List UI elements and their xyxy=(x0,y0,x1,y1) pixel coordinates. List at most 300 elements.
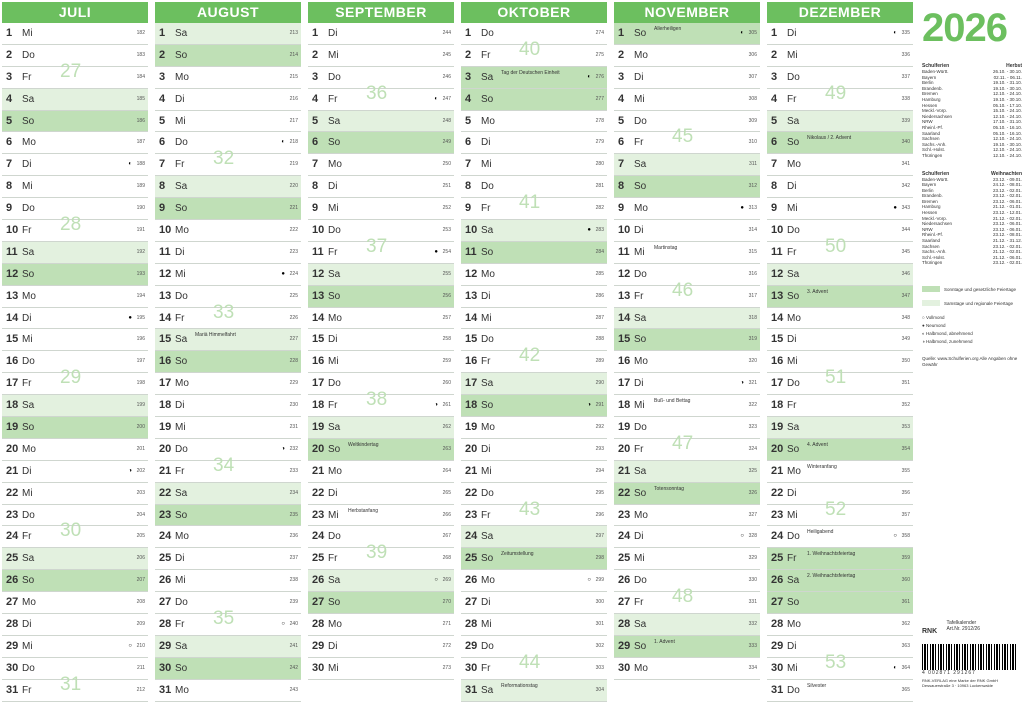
weekday: Fr xyxy=(787,93,797,105)
state-name: Sachsen xyxy=(922,136,940,142)
day-number: 25 xyxy=(465,552,478,565)
weekday: Mi xyxy=(328,203,339,215)
moon-phase-icon: ○ xyxy=(740,533,744,540)
day-of-year: 293 xyxy=(595,445,604,452)
day-number: 27 xyxy=(312,596,325,609)
day-of-year: 216 xyxy=(289,95,298,102)
day-number: 29 xyxy=(618,639,631,652)
day-row xyxy=(155,417,301,439)
day-of-year: 296 xyxy=(595,511,604,518)
day-of-year: 192 xyxy=(136,248,145,255)
day-number: 21 xyxy=(618,464,631,477)
weekday: Do xyxy=(481,487,494,499)
day-row xyxy=(461,526,607,548)
holiday-dates: 17.10. - 31.10. xyxy=(992,119,1022,125)
weekday: Sa xyxy=(175,487,188,499)
day-row xyxy=(461,345,607,373)
weekday: Do xyxy=(175,290,188,302)
day-number: 9 xyxy=(159,202,166,215)
holiday-note: Herbstanfang xyxy=(348,507,379,514)
day-of-year: 284 xyxy=(595,248,604,255)
day-number: 16 xyxy=(159,355,172,368)
weekday: Mi xyxy=(175,268,186,280)
day-number: 8 xyxy=(465,180,472,193)
day-number: 14 xyxy=(465,311,478,324)
day-number: 11 xyxy=(771,245,783,258)
weekday: Sa xyxy=(634,159,647,171)
day-row xyxy=(614,67,760,89)
day-row xyxy=(614,176,760,198)
day-of-year: 203 xyxy=(136,489,145,496)
day-of-year: 214 xyxy=(289,51,298,58)
weekday: Sa xyxy=(328,115,341,127)
holiday-row xyxy=(922,153,1022,159)
day-of-year: 215 xyxy=(289,73,298,80)
day-of-year: 316 xyxy=(748,270,757,277)
day-of-year: 335 xyxy=(901,30,910,36)
day-of-year: 337 xyxy=(901,73,910,80)
month-oktober xyxy=(461,2,607,700)
moon-phase-icon: ○ xyxy=(587,577,591,584)
holiday-note: Allerheiligen xyxy=(654,26,682,32)
day-of-year: 224 xyxy=(289,270,298,277)
weekday: Sa xyxy=(481,225,494,237)
day-of-year: 310 xyxy=(748,139,757,146)
day-row xyxy=(2,176,148,198)
day-of-year: 358 xyxy=(901,533,910,540)
day-row xyxy=(461,395,607,417)
day-of-year: 314 xyxy=(748,227,757,234)
moon-full: ○ Vollmond xyxy=(922,315,945,320)
day-row xyxy=(155,526,301,548)
weekday: Sa xyxy=(481,684,494,696)
day-of-year: 238 xyxy=(289,577,298,584)
weekday: Mo xyxy=(328,159,342,171)
day-of-year: 270 xyxy=(442,599,451,606)
weekday: Di xyxy=(22,159,32,171)
day-row xyxy=(2,329,148,351)
week-number: 34 xyxy=(213,454,235,476)
moon-phase-icon: ◑ xyxy=(587,402,591,409)
weekday: Do xyxy=(328,378,341,390)
day-of-year: 197 xyxy=(136,358,145,365)
day-of-year: 228 xyxy=(289,358,298,365)
day-row xyxy=(155,592,301,614)
weekday: So xyxy=(481,93,494,105)
day-of-year: 297 xyxy=(595,533,604,540)
weekday: Do xyxy=(175,137,188,149)
holiday-note: Nikolaus / 2. Advent xyxy=(807,135,852,142)
day-row xyxy=(614,505,760,527)
holiday-dates: 12.10. - 24.10. xyxy=(992,136,1022,142)
day-row xyxy=(155,67,301,89)
day-number: 5 xyxy=(771,114,778,127)
day-row xyxy=(461,89,607,111)
day-of-year: 188 xyxy=(136,161,145,168)
holiday-dates: 26.10. - 30.10. xyxy=(992,69,1022,74)
weekday: Do xyxy=(787,684,800,696)
day-number: 5 xyxy=(618,114,625,127)
day-number: 6 xyxy=(159,136,166,149)
weekday: Fr xyxy=(175,159,185,171)
swatch-sunday xyxy=(922,286,940,292)
weekday: Fr xyxy=(175,619,185,631)
day-of-year: 348 xyxy=(901,314,910,321)
day-row xyxy=(767,636,913,658)
day-number: 13 xyxy=(771,289,784,302)
week-number: 29 xyxy=(60,367,82,389)
state-name: Brandenb. xyxy=(922,85,943,91)
day-of-year: 222 xyxy=(289,227,298,234)
week-number: 27 xyxy=(60,60,82,82)
day-of-year: 198 xyxy=(136,380,145,387)
day-of-year: 353 xyxy=(901,424,910,431)
day-of-year: 357 xyxy=(901,511,910,518)
weekday: So xyxy=(634,640,647,652)
day-number: 19 xyxy=(159,421,172,434)
day-row xyxy=(614,432,760,461)
day-of-year: 349 xyxy=(901,336,910,343)
day-number: 10 xyxy=(159,224,172,237)
day-row xyxy=(767,461,913,483)
holiday-note: 1. Weihnachtsfeiertag xyxy=(807,551,856,558)
day-of-year: 325 xyxy=(748,467,757,474)
weekday: Do xyxy=(787,378,800,390)
day-of-year: 260 xyxy=(442,380,451,387)
day-number: 2 xyxy=(771,48,778,61)
day-of-year: 340 xyxy=(901,139,910,146)
day-of-year: 287 xyxy=(595,314,604,321)
weekday: Mo xyxy=(328,465,342,477)
day-row xyxy=(2,132,148,154)
month-juli xyxy=(2,2,148,700)
day-number: 12 xyxy=(618,267,631,280)
holiday-note: 2. Weihnachtsfeiertag xyxy=(807,573,856,580)
day-row xyxy=(461,111,607,133)
day-row xyxy=(308,526,454,548)
weekday: Mo xyxy=(787,465,801,477)
weekday: Di xyxy=(328,28,338,39)
day-of-year: 324 xyxy=(748,445,757,452)
weekday: Mi xyxy=(634,246,645,258)
day-row xyxy=(614,658,760,680)
week-number: 35 xyxy=(213,608,235,630)
weekday: Di xyxy=(634,531,644,543)
day-number: 5 xyxy=(159,114,166,127)
day-number: 6 xyxy=(312,136,319,149)
weekday: Mo xyxy=(328,619,342,631)
day-of-year: 256 xyxy=(442,292,451,299)
weekday: Mo xyxy=(481,422,495,434)
weekday: Sa xyxy=(175,181,188,193)
day-number: 20 xyxy=(312,442,325,455)
day-of-year: 205 xyxy=(136,533,145,540)
day-number: 7 xyxy=(465,158,472,171)
weekday: Do xyxy=(175,597,188,609)
day-row xyxy=(767,329,913,351)
holiday-dates: 15.10. - 24.10. xyxy=(992,108,1022,114)
day-row xyxy=(2,286,148,308)
holiday-dates: 12.10. - 24.10. xyxy=(992,147,1022,153)
day-row xyxy=(614,329,760,351)
day-number: 24 xyxy=(6,530,19,543)
weekday: Mi xyxy=(22,487,33,499)
weekday: So xyxy=(175,662,188,674)
day-of-year: 202 xyxy=(136,467,145,474)
day-number: 18 xyxy=(312,399,325,412)
weekday: Di xyxy=(328,334,338,346)
moon-phase-icon: ○ xyxy=(893,533,897,540)
product-info xyxy=(946,620,980,632)
day-number: 6 xyxy=(771,136,778,149)
day-number: 31 xyxy=(159,683,172,696)
day-number: 9 xyxy=(312,202,319,215)
state-name: Saarland xyxy=(922,130,941,136)
weekday: Sa xyxy=(634,619,647,631)
day-row xyxy=(308,461,454,483)
weekday: Mo xyxy=(22,597,36,609)
day-row xyxy=(155,220,301,242)
weekday: So xyxy=(328,290,341,302)
day-row xyxy=(308,308,454,330)
day-of-year: 343 xyxy=(901,205,910,212)
day-of-year: 269 xyxy=(442,577,451,584)
weekday: Di xyxy=(481,137,491,149)
moon-waxing: ◑ Halbmond, zunehmend xyxy=(922,339,973,344)
day-of-year: 279 xyxy=(595,139,604,146)
day-of-year: 318 xyxy=(748,314,757,321)
day-number: 3 xyxy=(618,70,625,83)
moon-phase-icon: ○ xyxy=(434,577,438,584)
day-row xyxy=(614,308,760,330)
day-of-year: 346 xyxy=(901,270,910,277)
day-number: 23 xyxy=(771,508,784,521)
weekday: Di xyxy=(481,443,491,455)
day-row xyxy=(308,45,454,67)
day-of-year: 210 xyxy=(136,642,145,649)
day-number: 4 xyxy=(465,92,472,105)
day-row xyxy=(308,373,454,395)
day-of-year: 263 xyxy=(442,445,451,452)
day-number: 22 xyxy=(312,486,325,499)
day-number: 26 xyxy=(618,574,631,587)
weekday: Fr xyxy=(634,290,644,302)
day-of-year: 248 xyxy=(442,117,451,124)
day-of-year: 212 xyxy=(136,686,145,693)
weekday: Sa xyxy=(328,575,341,587)
day-of-year: 249 xyxy=(442,139,451,146)
weekday: Fr xyxy=(22,684,32,696)
day-number: 21 xyxy=(771,464,784,477)
weekday: So xyxy=(634,487,647,499)
week-number: 43 xyxy=(519,498,541,520)
day-number: 15 xyxy=(312,333,325,346)
day-number: 22 xyxy=(618,486,631,499)
weekday: Mi xyxy=(481,159,492,171)
weekday: Fr xyxy=(481,662,491,674)
day-of-year: 280 xyxy=(595,161,604,168)
holiday-note: Silvester xyxy=(807,682,827,689)
day-of-year: 227 xyxy=(289,336,298,343)
moon-phase-icon: ● xyxy=(740,205,744,212)
day-number: 16 xyxy=(618,355,631,368)
day-of-year: 253 xyxy=(442,227,451,234)
weekday: Fr xyxy=(787,246,797,258)
weekday: So xyxy=(787,443,800,455)
day-number: 1 xyxy=(771,27,778,39)
weekday: Sa xyxy=(481,378,494,390)
legend-saturday: Samstage und regionale Feiertage xyxy=(922,300,1022,306)
week-number: 53 xyxy=(825,651,847,673)
day-number: 10 xyxy=(771,224,784,237)
day-row xyxy=(2,111,148,133)
day-row xyxy=(155,483,301,505)
day-number: 29 xyxy=(312,639,325,652)
day-of-year: 355 xyxy=(901,467,910,474)
day-number: 7 xyxy=(6,158,13,171)
weekday: Di xyxy=(175,93,185,105)
holiday-dates: 21.12. - 01.01. xyxy=(992,204,1022,210)
weekday: So xyxy=(634,28,647,39)
day-row xyxy=(767,23,913,45)
weekday: Sa xyxy=(328,268,341,280)
day-row xyxy=(614,126,760,154)
day-number: 27 xyxy=(159,596,172,609)
day-number: 18 xyxy=(465,399,478,412)
week-number: 41 xyxy=(519,192,541,214)
weekday: Di xyxy=(175,246,185,258)
day-of-year: 290 xyxy=(595,380,604,387)
weekday: Fr xyxy=(328,93,338,105)
day-row xyxy=(155,658,301,680)
day-of-year: 207 xyxy=(136,577,145,584)
weekday: Sa xyxy=(175,640,188,652)
moon-phase-icon: ◐ xyxy=(434,95,438,102)
day-number: 2 xyxy=(618,48,625,61)
weekday: Sa xyxy=(787,115,800,127)
day-row xyxy=(614,89,760,111)
day-number: 24 xyxy=(618,530,631,543)
weekday: Mi xyxy=(481,312,492,324)
day-number: 20 xyxy=(771,442,784,455)
day-row xyxy=(308,389,454,417)
day-of-year: 283 xyxy=(595,227,604,234)
weekday: Sa xyxy=(22,246,35,258)
day-row xyxy=(767,680,913,702)
day-of-year: 185 xyxy=(136,95,145,102)
day-row xyxy=(308,23,454,45)
weekday: Do xyxy=(634,268,647,280)
day-number: 4 xyxy=(159,92,166,105)
day-row xyxy=(308,570,454,592)
weekday: Fr xyxy=(481,203,491,215)
state-name: Baden-Württ. xyxy=(922,69,949,74)
holiday-note: Buß- und Bettag xyxy=(654,398,691,405)
state-name: Niedersachsen xyxy=(922,221,953,227)
day-number: 13 xyxy=(618,289,631,302)
day-number: 12 xyxy=(465,267,478,280)
day-of-year: 333 xyxy=(748,642,757,649)
day-row xyxy=(614,526,760,548)
month-header: JULI xyxy=(2,2,148,23)
day-row xyxy=(308,220,454,242)
day-number: 3 xyxy=(465,70,472,83)
weekday: Mi xyxy=(787,356,798,368)
weekday: Mi xyxy=(175,575,186,587)
state-name: Hessen xyxy=(922,210,938,216)
month-november xyxy=(614,2,760,700)
day-number: 12 xyxy=(159,267,172,280)
state-name: Bremen xyxy=(922,91,938,97)
day-row xyxy=(308,505,454,527)
day-row xyxy=(461,680,607,702)
day-of-year: 302 xyxy=(595,642,604,649)
day-of-year: 328 xyxy=(748,533,757,540)
day-of-year: 254 xyxy=(442,248,451,255)
weekday: Di xyxy=(787,181,797,193)
day-of-year: 189 xyxy=(136,183,145,190)
weekday: Di xyxy=(787,28,797,39)
day-number: 12 xyxy=(771,267,784,280)
barcode-number: 4 002871 291267 xyxy=(922,670,976,676)
day-number: 25 xyxy=(771,552,784,565)
weekday: Di xyxy=(175,553,185,565)
day-of-year: 241 xyxy=(289,642,298,649)
day-number: 19 xyxy=(771,421,784,434)
day-row xyxy=(2,520,148,548)
day-number: 25 xyxy=(618,552,631,565)
day-number: 20 xyxy=(618,442,631,455)
day-of-year: 322 xyxy=(748,402,757,409)
day-row xyxy=(614,45,760,67)
day-number: 23 xyxy=(312,508,325,521)
day-number: 29 xyxy=(465,639,478,652)
day-row xyxy=(461,132,607,154)
moon-legend xyxy=(922,314,1022,346)
day-row xyxy=(155,176,301,198)
day-of-year: 232 xyxy=(289,445,298,452)
day-of-year: 319 xyxy=(748,336,757,343)
state-name: NRW xyxy=(922,226,933,232)
day-row xyxy=(461,220,607,242)
day-row xyxy=(461,67,607,89)
day-row xyxy=(155,286,301,308)
weekday: Mo xyxy=(787,312,801,324)
weekday: Do xyxy=(328,531,341,543)
day-row xyxy=(155,242,301,264)
day-number: 28 xyxy=(618,618,631,631)
weekday: Mo xyxy=(634,509,648,521)
day-row xyxy=(155,395,301,417)
weekday: So xyxy=(175,509,188,521)
day-number: 30 xyxy=(618,661,631,674)
weekday: Do xyxy=(22,509,35,521)
day-row xyxy=(614,483,760,505)
week-number: 38 xyxy=(366,389,388,411)
day-of-year: 184 xyxy=(136,73,145,80)
weekday: Mi xyxy=(328,509,339,521)
month-august xyxy=(155,2,301,700)
day-row xyxy=(767,235,913,264)
moon-phase-icon: ◐ xyxy=(740,30,744,36)
swatch-saturday xyxy=(922,300,940,306)
day-of-year: 363 xyxy=(901,642,910,649)
weekday: Mi xyxy=(22,640,33,652)
day-row xyxy=(461,308,607,330)
day-row xyxy=(2,214,148,242)
weekday: Mo xyxy=(634,662,648,674)
day-of-year: 360 xyxy=(901,577,910,584)
